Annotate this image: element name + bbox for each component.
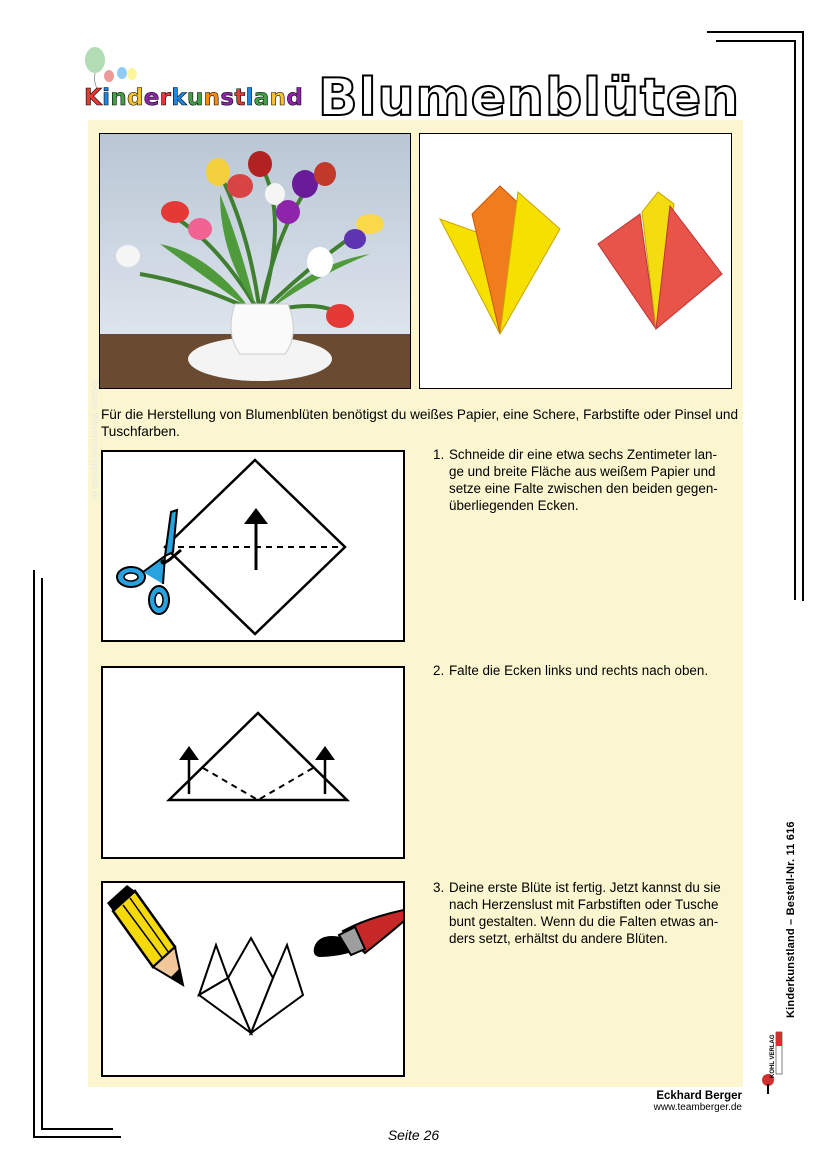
frame-bottom-left-v2 (41, 578, 43, 1129)
publisher-name: KOHL VERLAG (770, 1034, 776, 1078)
brand-letter: e (143, 85, 160, 111)
step-3-text (433, 879, 743, 947)
step-line: Schneide dir eine etwa sechs Zentimeter lan- (449, 447, 717, 462)
brand-letter: n (269, 85, 287, 111)
brand-letter: i (102, 85, 111, 111)
step-2-text (433, 662, 743, 679)
scissors-icon (117, 510, 181, 614)
brand-letter: K (84, 85, 103, 111)
step-3-illustration (101, 881, 405, 1077)
frame-bottom-left-v1 (33, 570, 35, 1138)
intro-text: Für die Herstellung von Blumenblüten benötigst du weißes Papier, eine Schere, Farbstifte oder Pinsel und Tuschfarben. (101, 407, 739, 439)
step-1-text (433, 446, 743, 514)
frame-top-right-h2 (716, 40, 796, 42)
brand-letter: d (286, 85, 304, 111)
step-line: nach Herzenslust mit Farbstiften oder Tusche (449, 897, 719, 912)
order-number: Kinderkunstland – Bestell-Nr. 11 616 (785, 821, 797, 1018)
step-line: bunt gestalten. Wenn du die Falten etwas an- (449, 914, 719, 929)
step-line: ders setzt, erhältst du andere Blüten. (449, 931, 668, 946)
brand-letter: t (234, 85, 246, 111)
brand-letter: a (253, 85, 270, 111)
brand-letter: k (171, 85, 187, 111)
step-line: setze eine Falte zwischen den beiden gegen- (449, 481, 718, 496)
brand-letter: n (203, 85, 221, 111)
step-line: Falte die Ecken links und rechts nach oben. (449, 663, 709, 678)
brand-letter: d (127, 85, 144, 111)
paintbrush-icon (314, 907, 403, 957)
author-block (654, 1091, 742, 1113)
brand-letter: r (159, 85, 172, 111)
step-number: 3. (433, 880, 445, 895)
page-number: Seite 26 (387, 1127, 440, 1143)
frame-top-right-h1 (707, 31, 804, 33)
pencil-icon (107, 885, 183, 985)
step-1-illustration (101, 450, 405, 642)
photo-credit: ©Katrin Weyermann/pixelio.de (90, 380, 100, 502)
brand-letter: s (220, 85, 235, 111)
step-2-illustration (101, 666, 405, 859)
step-line: ge und breite Fläche aus weißem Papier und (449, 464, 716, 479)
brand-letter: u (186, 85, 204, 111)
author-name: Eckhard Berger (656, 1090, 742, 1102)
paper-blossoms-photo (419, 133, 732, 389)
step-number: 1. (433, 447, 445, 462)
author-site: www.teamberger.de (653, 1102, 742, 1113)
brand-letter: n (110, 85, 127, 111)
step-line: Deine erste Blüte ist fertig. Jetzt kannst du sie (449, 880, 721, 895)
step-number: 2. (433, 663, 445, 678)
brand-letter: l (245, 85, 254, 111)
frame-top-right-v2 (794, 40, 796, 600)
page-title: Blumenblüten (318, 68, 741, 128)
step-line: überliegenden Ecken. (449, 498, 579, 513)
brand-logo (84, 85, 303, 111)
tulips-photo (99, 133, 411, 389)
frame-top-right-v1 (802, 31, 804, 601)
